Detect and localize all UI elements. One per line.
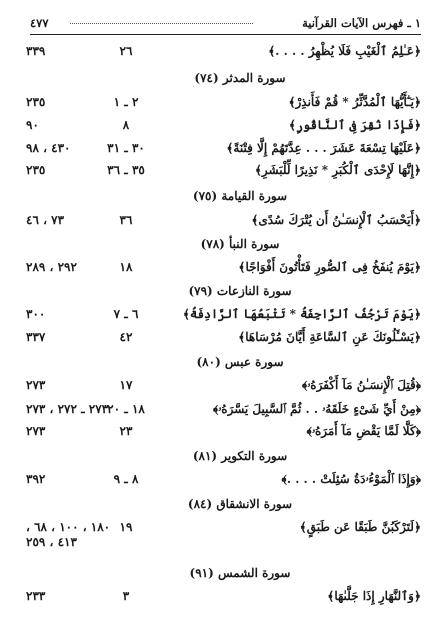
- index-row: [26, 402, 421, 422]
- leader-dots: [70, 23, 253, 24]
- verse-number: ٣٥ ـ ٣٦: [107, 163, 145, 177]
- page-refs: ٣٣٩: [26, 44, 46, 58]
- index-row: [26, 44, 421, 64]
- index-title: ١ ـ فهرس الآيات القرآنية: [302, 16, 421, 30]
- surah-heading: سورة النازعات (٧٩): [188, 284, 292, 298]
- page-refs: ٩٠: [26, 118, 39, 132]
- page-refs: ٤٣٠ ، ٩٨: [26, 141, 71, 155]
- verse-text: ﴿يَوْمَ تَرْجُفُ ٱلرَّاجِفَةُ * تَتْبَعُهَا ٱلرَّادِفَةُ﴾: [182, 307, 421, 321]
- verse-number: ٦ ـ ٧: [113, 307, 139, 321]
- page-number: ٤٧٧: [30, 16, 49, 30]
- verse-number: ٢٣: [119, 424, 133, 438]
- index-row: [26, 260, 421, 280]
- verse-number: ٢ ـ ١: [113, 95, 139, 109]
- page-refs: ١٨٠ ، ١٠٠ ، ٦٨ ،: [26, 520, 111, 534]
- page-refs: ٣٣٧: [26, 330, 46, 344]
- page-refs: ٢٣٣: [26, 589, 46, 603]
- verse-number: ٣٠ ـ ٣١: [107, 141, 145, 155]
- verse-text: ﴿لَتَرْكَبُنَّ طَبَقًا عَن طَبَقٍ﴾: [299, 520, 421, 534]
- surah-heading: سورة المدثر (٧٤): [194, 71, 286, 85]
- index-row: [26, 95, 421, 115]
- verse-number: ١٨ ـ ٢٠: [107, 402, 145, 416]
- index-row: [26, 307, 421, 327]
- verse-text: ﴿يَسْـَٔلُونَكَ عَنِ ٱلسَّاعَةِ أَيَّانَ مُرْسَاهَا﴾: [238, 330, 421, 344]
- verse-text: ﴿وَإِذَا ٱلْمَوْءُۥدَةُ سُئِلَتْ . . . .﴾: [281, 472, 421, 486]
- index-row: [26, 213, 421, 233]
- verse-number: ١٩: [119, 520, 133, 534]
- verse-text: ﴿يَوْمَ يُنفَخُ فِى ٱلصُّورِ فَتَأْتُونَ أَفْوَاجًا﴾: [238, 260, 421, 274]
- verse-number: ٣: [122, 589, 130, 603]
- verse-text: ﴿مِنْ أَيِّ شَىْءٍ خَلَقَهُۥ . . ثُمَّ ٱلسَّبِيلَ يَسَّرَهُۥ﴾: [212, 402, 421, 416]
- surah-heading: سورة الشمس (٩١): [189, 566, 291, 580]
- surah-heading: سورة عبس (٨٠): [196, 355, 284, 369]
- verse-text: ﴿عَلَيْهَا تِسْعَةَ عَشَرَ . . . عِدَّتَهُمْ إِلَّا فِتْنَةً﴾: [226, 141, 421, 155]
- index-row: [26, 163, 421, 183]
- page-refs: ٧٣ ، ٤٦: [26, 213, 65, 227]
- page-refs: ٢٧٣: [26, 378, 46, 392]
- verse-number: ٨ ـ ٩: [113, 472, 139, 486]
- index-row: [26, 118, 421, 138]
- verse-number: ٤٢: [119, 330, 133, 344]
- verse-number: ٨: [122, 118, 130, 132]
- verse-text: ﴿فَإِذَا نُقِرَ فِى ٱلنَّاقُورِ﴾: [288, 118, 421, 132]
- index-row: [26, 589, 421, 609]
- verse-text: ﴿عَـٰلِمُ ٱلْغَيْبِ فَلَا يُظْهِرُ . . . .﴾: [268, 44, 421, 58]
- verse-number: ٢٦: [119, 44, 133, 58]
- verse-number: ٣٦: [119, 213, 133, 227]
- page-refs: ٢٩٢ ، ٢٨٩: [26, 260, 77, 274]
- verse-number: ١٧: [119, 378, 133, 392]
- page-refs: ٣٠٠: [26, 307, 46, 321]
- page-header: [30, 16, 421, 35]
- surah-heading: سورة القيامة (٧٥): [192, 189, 288, 203]
- page-refs: ٢٣٥: [26, 163, 46, 177]
- verse-text: ﴿كَلَّا لَمَّا يَقْضِ مَآ أَمَرَهُۥ﴾: [306, 424, 421, 438]
- verse-text: ﴿إِنَّهَا لَإِحْدَى ٱلْكُبَرِ * نَذِيرًا لِّلْبَشَرِ﴾: [254, 163, 421, 177]
- verse-number: ١٨: [119, 260, 133, 274]
- index-row: [26, 520, 421, 554]
- verse-text: ﴿أَيَحْسَبُ ٱلْإِنسَـٰنُ أَن يُتْرَكَ سُدًى﴾: [251, 213, 421, 227]
- index-row: [26, 330, 421, 350]
- page-refs: ٢٧٣: [26, 424, 46, 438]
- verse-text: ﴿وَٱلنَّهَارِ إِذَا جَلَّىٰهَا﴾: [327, 589, 421, 603]
- index-row: [26, 424, 421, 444]
- verse-text: ﴿قُتِلَ ٱلْإِنسَـٰنُ مَآ أَكْفَرَهُۥ﴾: [301, 378, 421, 392]
- index-row: [26, 472, 421, 492]
- verse-text: ﴿يَـٰٓأَيُّهَا ٱلْمُدَّثِّرُ * قُمْ فَأَنذِرْ﴾: [288, 95, 421, 109]
- surah-heading: سورة النبأ (٧٨): [200, 237, 280, 251]
- page-refs: ٢٧٣ ـ ٢٧٢ ، ٢٧٣: [26, 402, 109, 416]
- page-refs: ٣٩٢: [26, 472, 46, 486]
- index-row: [26, 141, 421, 161]
- surah-heading: سورة التكوير (٨١): [192, 449, 288, 463]
- page-refs-continued: ٤١٣ ، ٢٥٩: [26, 535, 77, 549]
- surah-heading: سورة الانشقاق (٨٤): [187, 497, 293, 511]
- page-refs: ٢٣٥: [26, 95, 46, 109]
- index-row: [26, 378, 421, 398]
